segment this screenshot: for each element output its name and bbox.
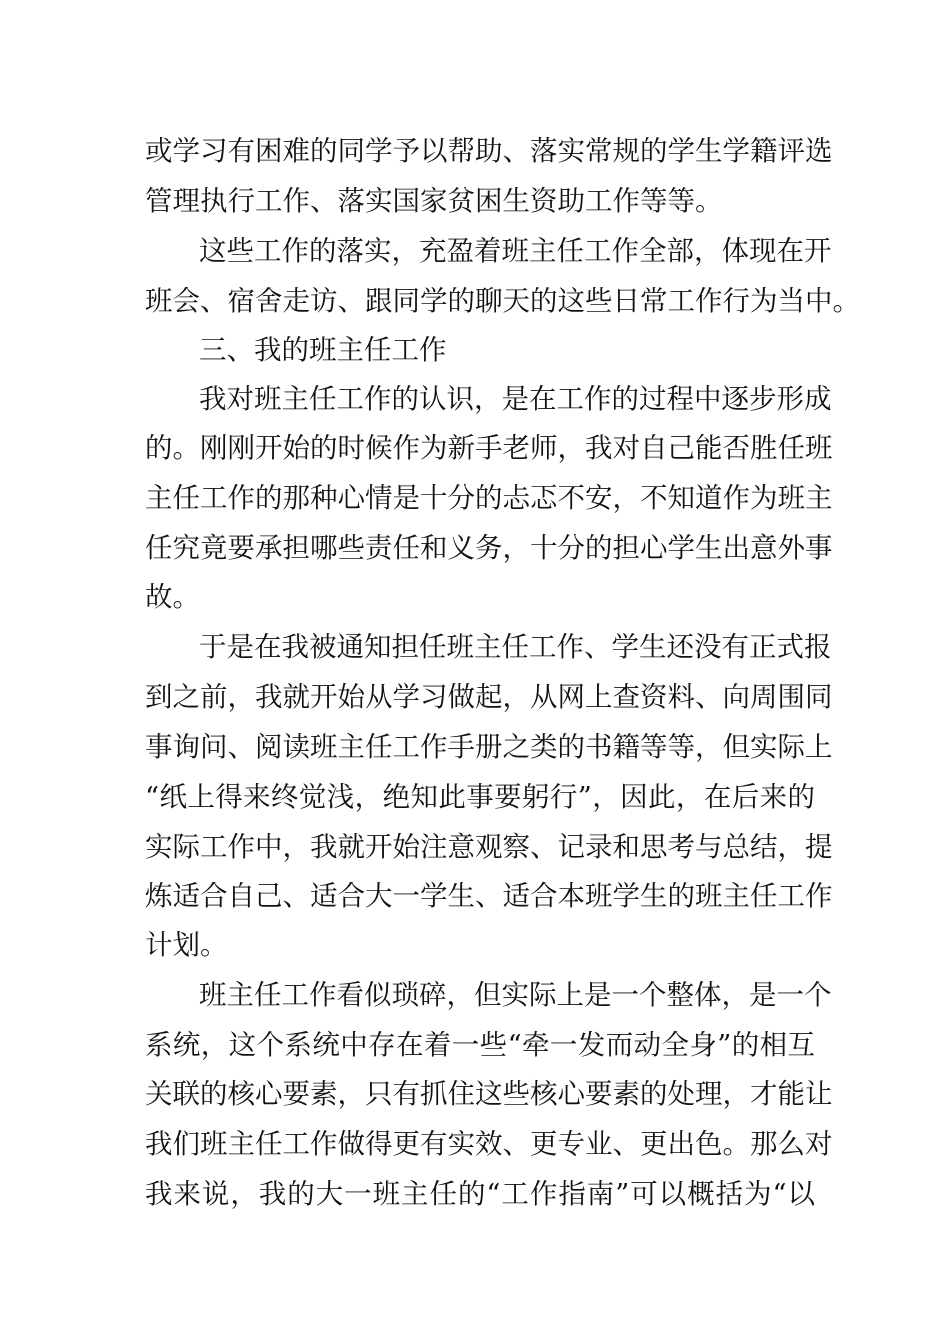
text-line: 到之前，我就开始从学习做起，从网上查资料、向周围同	[145, 681, 833, 713]
paragraph-first-line: 这些工作的落实，充盈着班主任工作全部，体现在开	[199, 235, 832, 267]
text-line: 故。	[145, 581, 200, 613]
text-line: 管理执行工作、落实国家贫困生资助工作等等。	[145, 185, 723, 217]
paragraph-first-line: 班主任工作看似琐碎，但实际上是一个整体，是一个	[199, 979, 832, 1011]
text-line: 或学习有困难的同学予以帮助、落实常规的学生学籍评选	[145, 135, 833, 167]
text-line: 计划。	[145, 929, 228, 961]
text-line: 炼适合自己、适合大一学生、适合本班学生的班主任工作	[145, 880, 833, 912]
text-line: 系统，这个系统中存在着一些“牵一发而动全身”的相互	[145, 1029, 815, 1061]
text-line: 我们班主任工作做得更有实效、更专业、更出色。那么对	[145, 1128, 833, 1160]
text-line: 的。刚刚开始的时候作为新手老师，我对自己能否胜任班	[145, 432, 833, 464]
text-line: 我来说，我的大一班主任的“工作指南”可以概括为“以	[145, 1178, 815, 1210]
text-line: 事询问、阅读班主任工作手册之类的书籍等等，但实际上	[145, 731, 833, 763]
text-line: “纸上得来终觉浅，绝知此事要躬行”，因此，在后来的	[145, 781, 815, 813]
text-line: 关联的核心要素，只有抓住这些核心要素的处理，才能让	[145, 1078, 833, 1110]
text-line: 任究竟要承担哪些责任和义务，十分的担心学生出意外事	[145, 532, 833, 564]
text-line: 实际工作中，我就开始注意观察、记录和思考与总结，提	[145, 831, 833, 863]
text-line: 主任工作的那种心情是十分的忐忑不安，不知道作为班主	[145, 482, 833, 514]
paragraph-first-line: 我对班主任工作的认识，是在工作的过程中逐步形成	[199, 383, 832, 415]
paragraph-first-line: 于是在我被通知担任班主任工作、学生还没有正式报	[199, 631, 832, 663]
section-heading: 三、我的班主任工作	[199, 334, 447, 366]
text-line: 班会、宿舍走访、跟同学的聊天的这些日常工作行为当中。	[145, 285, 860, 317]
